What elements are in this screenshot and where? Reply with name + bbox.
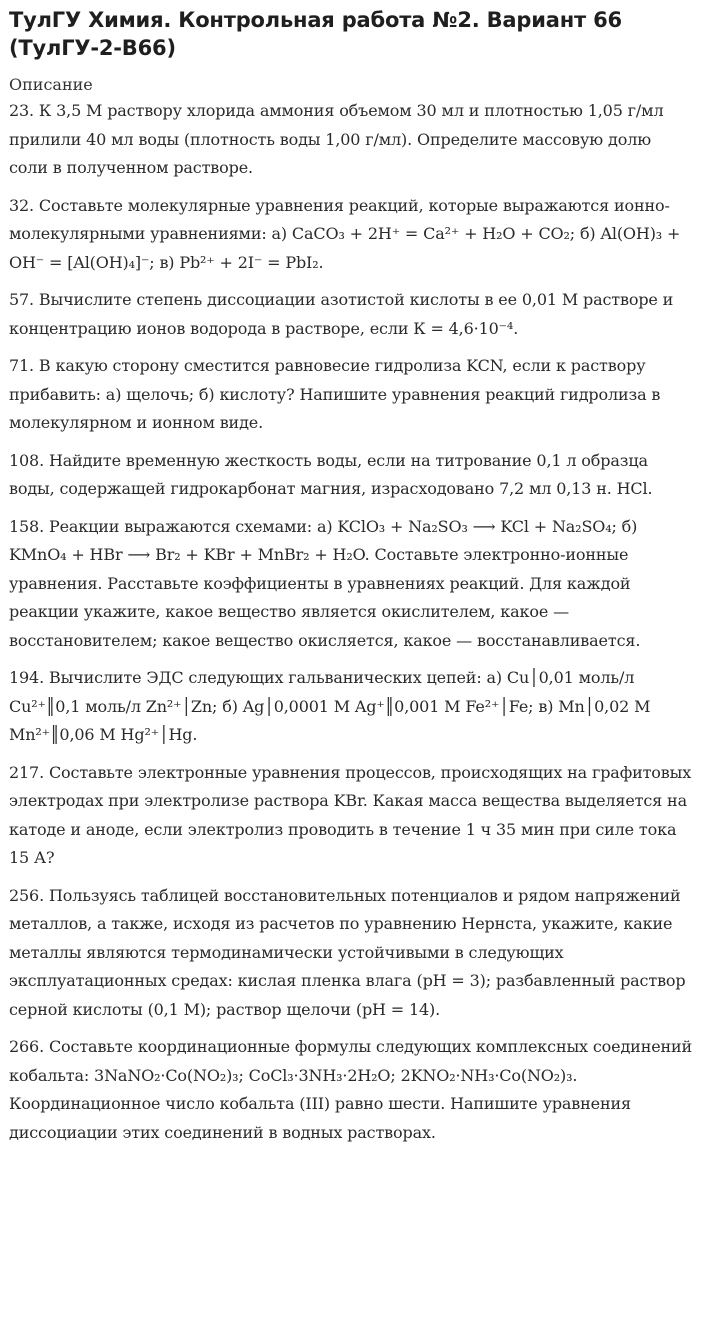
- task-item-71: 71. В какую сторону сместится равновесие гидролиза KCN, если к раствору прибавить: а) щелочь; б) кислоту? Напишите уравнения реакций гидролиза в молекулярном и ионном виде.: [9, 356, 661, 432]
- page-title: ТулГУ Химия. Контрольная работа №2. Вариант 66 (ТулГУ-2-В66): [9, 8, 622, 60]
- task-item-158: 158. Реакции выражаются схемами: а) KClO₃ + Na₂SO₃ ⟶ KCl + Na₂SO₄; б) KMnO₄ + HBr ⟶ Br₂ + KBr + MnBr₂ + H₂O. Составьте электронно-ионные уравнения. Расставьте коэффициенты в уравнениях реакций. Для каждой реакции укажите, какое вещество является окислителем, какое — восстановителем; какое вещество окисляется, какое — восстанавливается.: [9, 516, 641, 650]
- description-label: Описание: [9, 75, 93, 94]
- task-item-266: 266. Составьте координационные формулы следующих комплексных соединений кобальта: 3NaNO₂·Co(NO₂)₃; CoCl₃·3NH₃·2H₂O; 2KNO₂·NH₃·Co(NO₂)₃. Координационное число кобальта (III) равно шести. Напишите уравнения диссоциации этих соединений в водных растворах.: [9, 1037, 693, 1142]
- task-item-108: 108. Найдите временную жесткость воды, если на титрование 0,1 л образца воды, содержащей гидрокарбонат магния, израсходовано 7,2 мл 0,13 н. HCl.: [9, 450, 653, 498]
- task-item-256: 256. Пользуясь таблицей восстановительных потенциалов и рядом напряжений металлов, а также, исходя из расчетов по уравнению Нернста, укажите, какие металлы являются термодинамически устойчивыми в следующих эксплуатационных средах: кислая пленка влага (pH = 3); разбавленный раствор серной кислоты (0,1 М); раствор щелочи (pH = 14).: [9, 885, 686, 1019]
- task-item-57: 57. Вычислите степень диссоциации азотистой кислоты в ее 0,01 М растворе и концентрацию ионов водорода в растворе, если К = 4,6·10⁻⁴.: [9, 290, 674, 338]
- task-item-23: 23. К 3,5 М раствору хлорида аммония объемом 30 мл и плотностью 1,05 г/мл прилили 40 мл воды (плотность воды 1,00 г/мл). Определите массовую долю соли в полученном растворе.: [9, 101, 664, 177]
- task-item-217: 217. Составьте электронные уравнения процессов, происходящих на графитовых электродах при электролизе раствора KBr. Какая масса вещества выделяется на катоде и аноде, если электролиз проводить в течение 1 ч 35 мин при силе тока 15 А?: [9, 762, 692, 867]
- task-list: [9, 97, 693, 1147]
- task-item-32: 32. Составьте молекулярные уравнения реакций, которые выражаются ионно-молекулярными уравнениями: а) CaCO₃ + 2H⁺ = Ca²⁺ + H₂O + CO₂; б) Al(OH)₃ + OH⁻ = [Al(OH)₄]⁻; в) Pb²⁺ + 2I⁻ = PbI₂.: [9, 195, 681, 272]
- task-item-194: 194. Вычислите ЭДС следующих гальванических цепей: а) Cu│0,01 моль/л Cu²⁺║0,1 моль/л Zn²⁺│Zn; б) Ag│0,0001 M Ag⁺║0,001 M Fe²⁺│Fe; в) Mn│0,02 M Mn²⁺║0,06 M Hg²⁺│Hg.: [9, 668, 651, 744]
